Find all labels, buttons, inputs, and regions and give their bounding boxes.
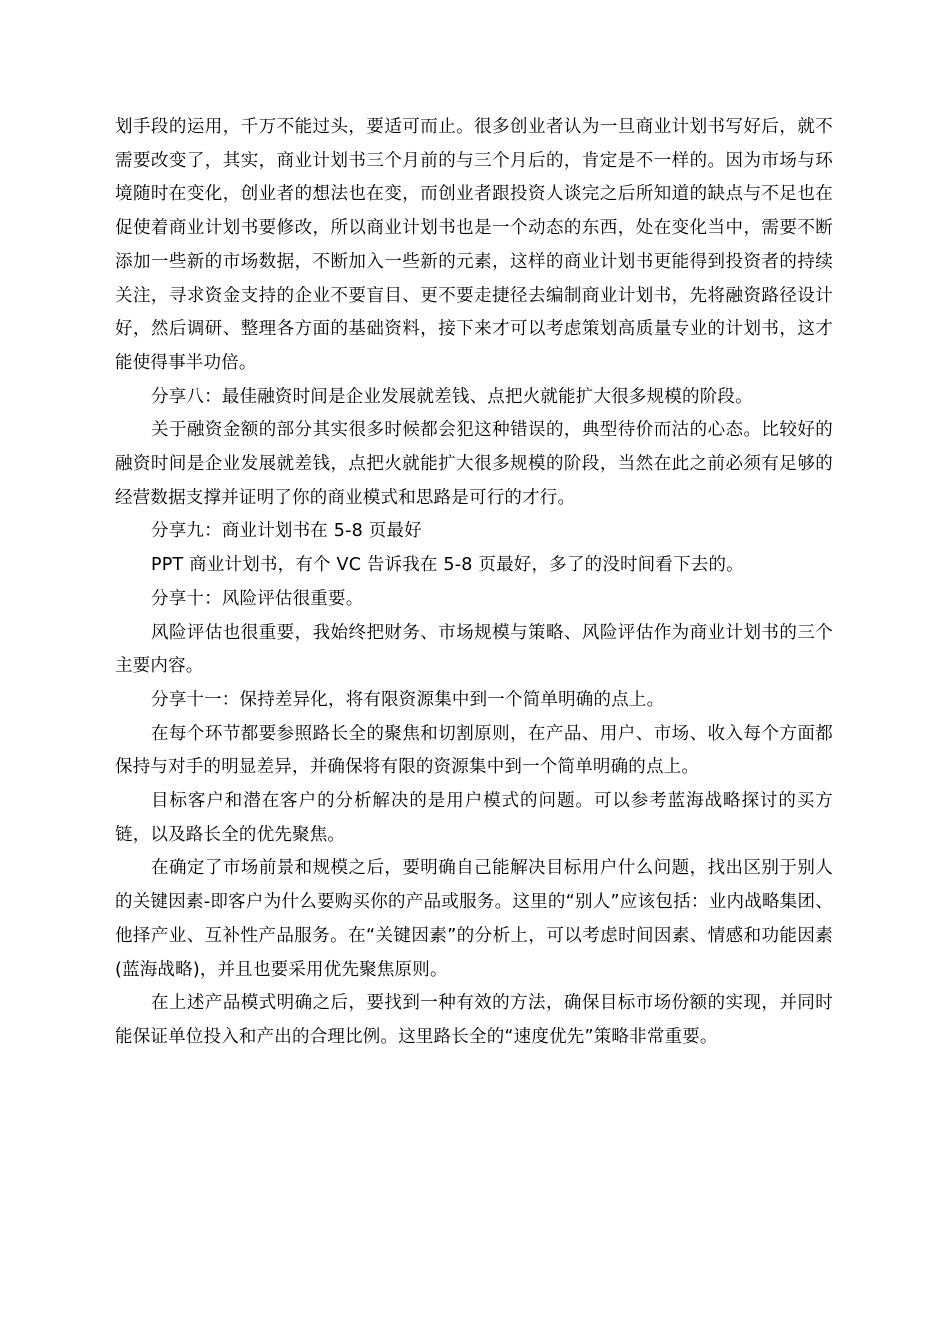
section-heading-share-11: 分享十一：保持差异化，将有限资源集中到一个简单明确的点上。 — [151, 689, 665, 710]
section-heading-share-9: 分享九：商业计划书在 5-8 页最好 — [151, 521, 422, 542]
paragraph-share-11-body-2: 目标客户和潜在客户的分析解决的是用户模式的问题。可以参考蓝海战略探讨的买方链，以及路长全的优先聚焦。 — [115, 791, 833, 845]
paragraph-share-10-body: 风险评估也很重要，我始终把财务、市场规模与策略、风险评估作为商业计划书的三个主要内容。 — [115, 622, 833, 677]
section-heading-share-10: 分享十：风险评估很重要。 — [151, 588, 364, 609]
paragraph-continuation: 划手段的运用，千万不能过头，要适可而止。很多创业者认为一旦商业计划书写好后，就不需要改变了，其实，商业计划书三个月前的与三个月后的，肯定是不一样的。因为市场与环境随时在变化，创业者的想法也在变，而创业者跟投资人谈完之后所知道的缺点与不足也在促使着商业计划书要修改，所以商业计划书也是一个动态的东西，处在变化当中，需要不断添加一些新的市场数据，不断加入一些新的元素，这样的商业计划书更能得到投资者的持续关注，寻求资金支持的企业不要盲目、更不要走捷径去编制商业计划书，先将融资路径设计好，然后调研、整理各方面的基础资料，接下来才可以考虑策划高质量专业的计划书，这才能使得事半功倍。 — [115, 117, 833, 373]
paragraph-share-9-body: PPT 商业计划书，有个 VC 告诉我在 5-8 页最好，多了的没时间看下去的。 — [151, 555, 744, 576]
section-heading-share-8: 分享八：最佳融资时间是企业发展就差钱、点把火就能扩大很多规模的阶段。 — [151, 386, 753, 407]
paragraph-share-11-body-3: 在确定了市场前景和规模之后，要明确自己能解决目标用户什么问题，找出区别于别人的关键因素-即客户为什么要购买你的产品或服务。这里的“别人”应该包括：业内战略集团、他择产业、互补性产品服务。在“关键因素”的分析上，可以考虑时间因素、情感和功能因素(蓝海战略)，并且也要采用优先聚焦原则。 — [115, 858, 833, 980]
paragraph-share-11-body-1: 在每个环节都要参照路长全的聚焦和切割原则，在产品、用户、市场、收入每个方面都保持与对手的明显差异，并确保将有限的资源集中到一个简单明确的点上。 — [115, 723, 833, 778]
paragraph-share-11-body-4: 在上述产品模式明确之后，要找到一种有效的方法，确保目标市场份额的实现，并同时能保证单位投入和产出的合理比例。这里路长全的“速度优先”策略非常重要。 — [115, 993, 833, 1047]
document-page — [115, 111, 833, 1055]
paragraph-share-8-body: 关于融资金额的部分其实很多时候都会犯这种错误的，典型待价而沽的心态。比较好的融资时间是企业发展就差钱，点把火就能扩大很多规模的阶段，当然在此之前必须有足够的经营数据支撑并证明了你的商业模式和思路是可行的才行。 — [115, 420, 833, 508]
